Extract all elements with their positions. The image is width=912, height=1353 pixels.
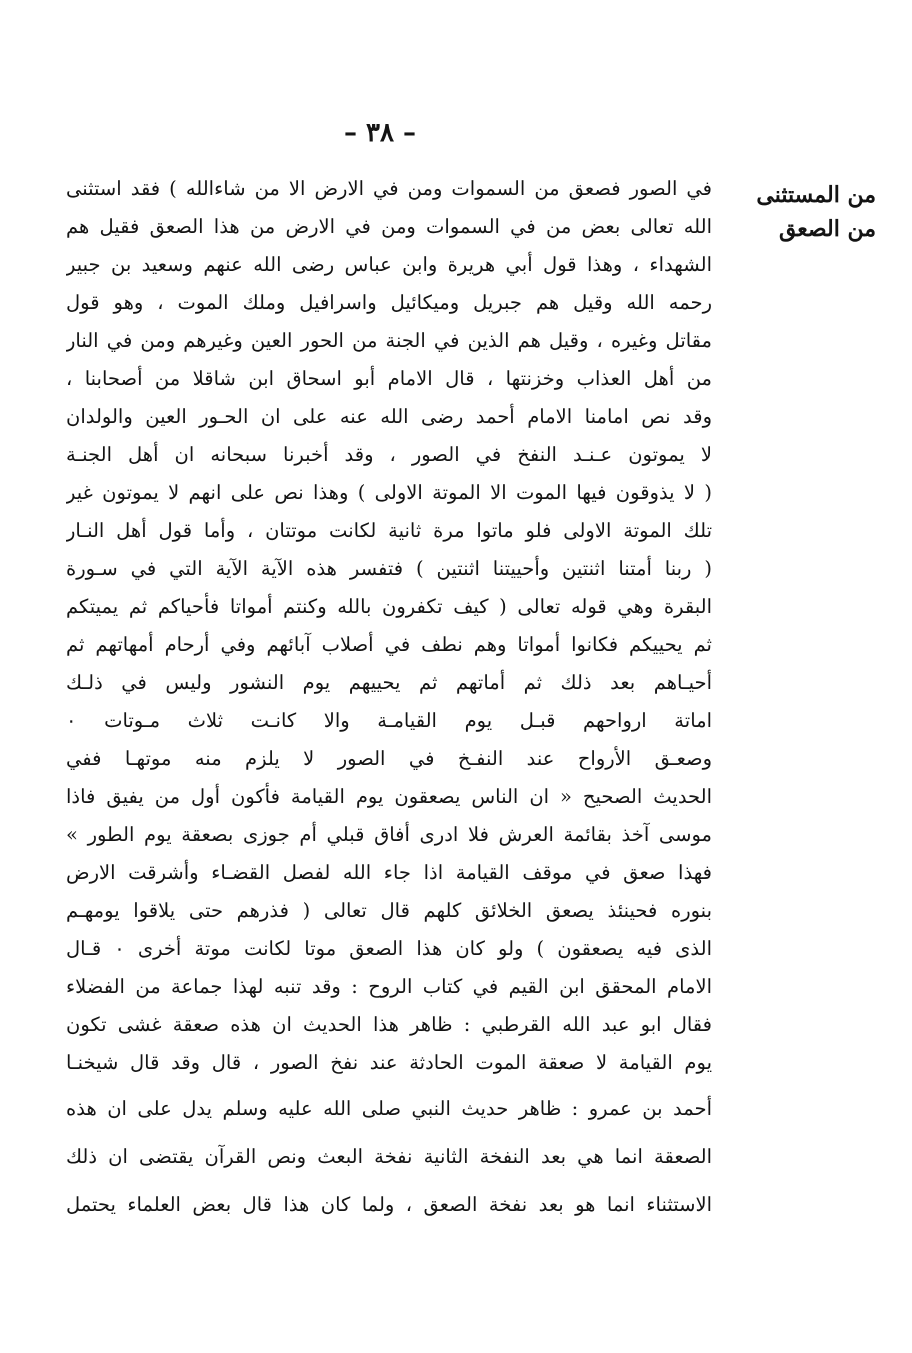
text-line: أحمد بن عمرو : ظاهر حديث النبي صلى الله عليه وسلم يدل على ان هذه — [66, 1097, 712, 1120]
text-line: أحيـاهم بعد ذلك ثم أماتهم ثم يحييهم يوم النشور وليس في ذلـك — [66, 671, 712, 694]
text-line: ( لا يذوقون فيها الموت الا الموتة الاولى ) وهذا نص على انهم لا يموتون غير — [66, 481, 712, 504]
text-line: في الصور فصعق من السموات ومن في الارض الا من شاءالله ) فقد استثنى — [66, 177, 712, 200]
text-line: اماتة ارواحهم قبـل يوم القيامـة والا كانـت ثلاث مـوتات ٠ — [66, 709, 712, 732]
text-line: فقال ابو عبد الله القرطبي : ظاهر هذا الحديث ان هذه صعقة غشى تكون — [66, 1013, 712, 1036]
text-line: رحمه الله وقيل هم جبريل وميكائيل واسرافيل وملك الموت ، وهو قول — [66, 291, 712, 314]
text-line: الشهداء ، وهذا قول أبي هريرة وابن عباس رضى الله عنهم وسعيد بن جبير — [66, 253, 712, 276]
text-line: الحديث الصحيح « ان الناس يصعقون يوم القيامة فأكون أول من يفيق فاذا — [66, 785, 712, 808]
body-text — [66, 170, 712, 1224]
text-line: الذى فيه يصعقون ) ولو كان هذا الصعق موتا لكانت موتة أخرى ٠ قـال — [66, 937, 712, 960]
text-line: البقرة وهي قوله تعالى ( كيف تكفرون بالله وكنتم أمواتا فأحياكم ثم يميتكم — [66, 595, 712, 618]
page-number: – ٣٨ – — [343, 118, 417, 148]
text-line: الامام المحقق ابن القيم في كتاب الروح : وقد تنبه لهذا جماعة من الفضلاء — [66, 975, 712, 998]
text-line: تلك الموتة الاولى فلو ماتوا مرة ثانية لكانت موتتان ، وأما قول أهل النـار — [66, 519, 712, 542]
text-line: وقد نص امامنا الامام أحمد رضى الله عنه على ان الحـور العين والولدان — [66, 405, 712, 428]
text-line: بنوره فحينئذ يصعق الخلائق كلهم قال تعالى ( فذرهم حتى يلاقوا يومهـم — [66, 899, 712, 922]
margin-note: من المستثنى من الصعق — [756, 182, 876, 242]
text-line: وصعـق الأرواح عند النفـخ في الصور لا يلزم منه موتهـا ففي — [66, 747, 712, 770]
text-line: فهذا صعق في موقف القيامة اذا جاء الله لفصل القضـاء وأشرقت الارض — [66, 861, 712, 884]
text-line: ( ربنا أمتنا اثنتين وأحييتنا اثنتين ) فتفسر هذه الآية الآية التي في سـورة — [66, 557, 712, 580]
text-line: الصعقة انما هي بعد النفخة الثانية نفخة البعث ونص القرآن يقتضى ان ذلك — [66, 1145, 712, 1168]
text-line: لا يموتون عـنـد النفخ في الصور ، وقد أخبرنا سبحانه ان أهل الجنـة — [66, 443, 712, 466]
text-line: مقاتل وغيره ، وقيل هم الذين في الجنة من الحور العين وغيرهم ومن في النار — [66, 329, 712, 352]
text-line: من أهل العذاب وخزنتها ، قال الامام أبو اسحاق ابن شاقلا من أصحابنا ، — [66, 367, 712, 390]
text-line: الله تعالى بعض من في السموات ومن في الارض من هذا الصعق فقيل هم — [66, 215, 712, 238]
text-line: الاستثناء انما هو بعد نفخة الصعق ، ولما كان هذا قال بعض العلماء يحتمل — [66, 1193, 712, 1216]
text-line: يوم القيامة لا صعقة الموت الحادثة عند نفخ الصور ، قال وقد قال شيخنـا — [66, 1051, 712, 1074]
text-line: ثم يحييكم فكانوا أمواتا وهم نطف في أصلاب آبائهم وفي أرحام أمهاتهم ثم — [66, 633, 712, 656]
text-line: موسى آخذ بقائمة العرش فلا ادرى أفاق قبلي أم جوزى بصعقة يوم الطور » — [66, 823, 712, 846]
